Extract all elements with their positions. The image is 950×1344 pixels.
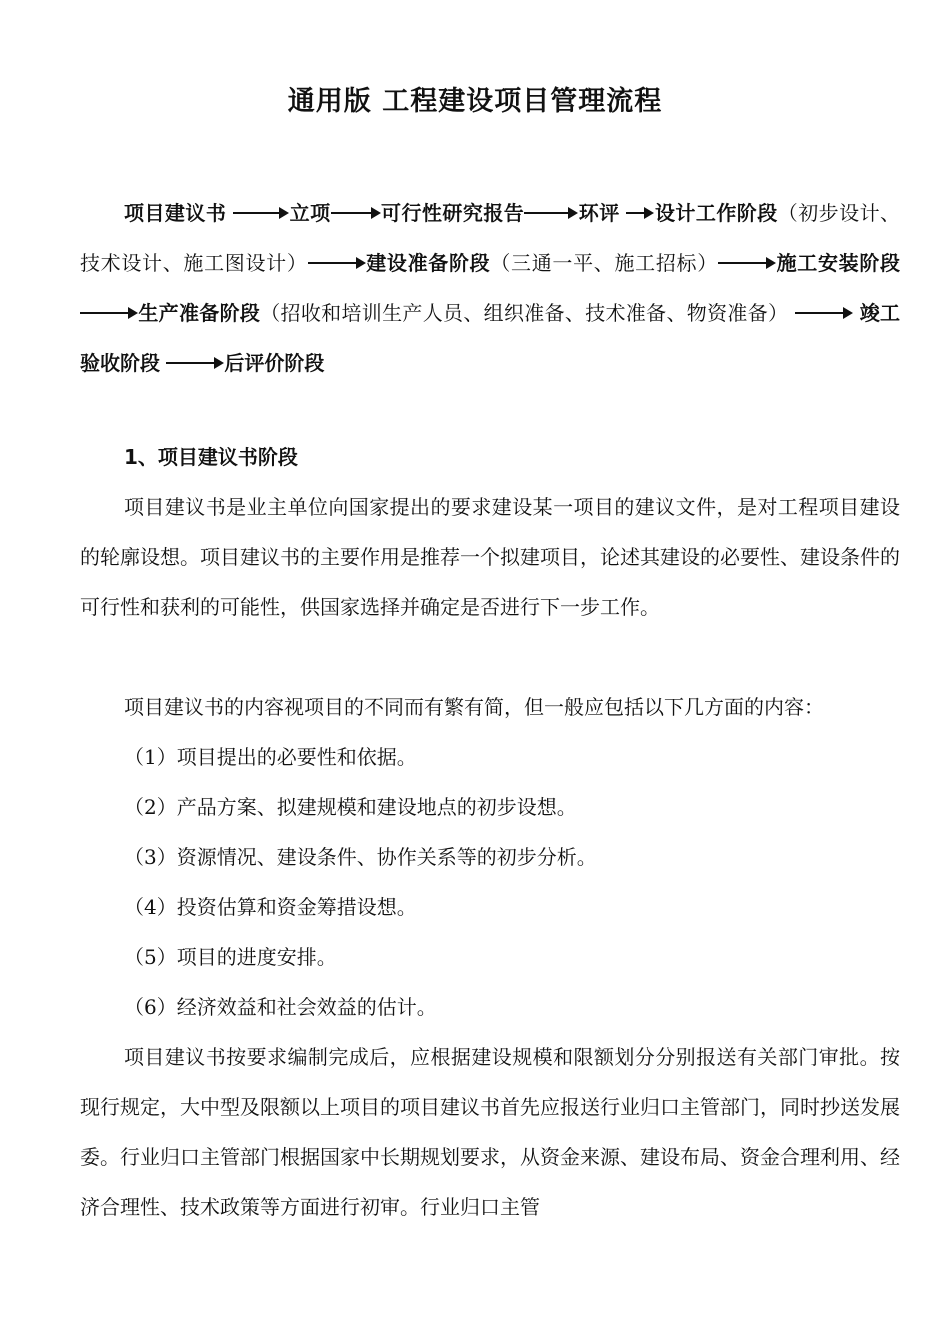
right-arrow-icon: [795, 307, 853, 319]
flow-step-design: 设计工作阶段: [654, 201, 778, 225]
list-item: （2）产品方案、拟建规模和建设地点的初步设想。: [124, 795, 577, 819]
section-heading: 1、项目建议书阶段: [124, 445, 298, 469]
right-arrow-icon: [626, 207, 654, 219]
paragraph-intro: 项目建议书是业主单位向国家提出的要求建设某一项目的建议文件，是对工程项目建设的轮廓设想。项目建议书的主要作用是推荐一个拟建项目，论述其建设的必要性、建设条件的可行性和获利的可能性，供国家选择并确定是否进行下一步工作。: [80, 495, 900, 619]
process-flow: [80, 188, 900, 388]
right-arrow-icon: [233, 207, 289, 219]
right-arrow-icon: [331, 207, 381, 219]
flow-step-approval: 立项: [289, 201, 331, 225]
flow-step-preparation: 建设准备阶段: [365, 251, 491, 275]
flow-step-installation: 施工安装阶段: [775, 251, 901, 275]
right-arrow-icon: [166, 357, 224, 369]
flow-step-proposal: 项目建议书: [124, 201, 227, 225]
flow-step-design-detail: （初步设计、技术设计、施工图设计）: [80, 201, 901, 275]
flow-step-acceptance: 竣工验收阶段: [80, 301, 901, 375]
flow-step-feasibility: 可行性研究报告: [380, 201, 525, 225]
right-arrow-icon: [308, 257, 366, 269]
list-item: （3）资源情况、建设条件、协作关系等的初步分析。: [124, 845, 597, 869]
list-item: （4）投资估算和资金筹措设想。: [124, 895, 417, 919]
flow-step-post-evaluation: 后评价阶段: [224, 351, 325, 375]
paragraph-contents: 项目建议书的内容视项目的不同而有繁有简，但一般应包括以下几方面的内容：: [124, 695, 824, 719]
flow-step-eia: 环评: [578, 201, 620, 225]
flow-step-preparation-detail: （三通一平、施工招标）: [490, 251, 718, 275]
list-item: （5）项目的进度安排。: [124, 945, 337, 969]
flow-step-production-prep: 生产准备阶段: [138, 301, 261, 325]
right-arrow-icon: [80, 307, 138, 319]
list-item: （1）项目提出的必要性和依据。: [124, 745, 417, 769]
document-title: 通用版 工程建设项目管理流程: [287, 86, 663, 117]
flow-step-production-prep-detail: （招收和培训生产人员、组织准备、技术准备、物资准备）: [260, 301, 789, 325]
right-arrow-icon: [524, 207, 578, 219]
paragraph-approval: 项目建议书按要求编制完成后，应根据建设规模和限额划分分别报送有关部门审批。按现行规定，大中型及限额以上项目的项目建议书首先应报送行业归口主管部门，同时抄送发展委。行业归口主管部门根据国家中长期规划要求，从资金来源、建设布局、资金合理利用、经济合理性、技术政策等方面进行初审。行业归口主管: [80, 1045, 900, 1219]
right-arrow-icon: [718, 257, 776, 269]
list-item: （6）经济效益和社会效益的估计。: [124, 995, 437, 1019]
